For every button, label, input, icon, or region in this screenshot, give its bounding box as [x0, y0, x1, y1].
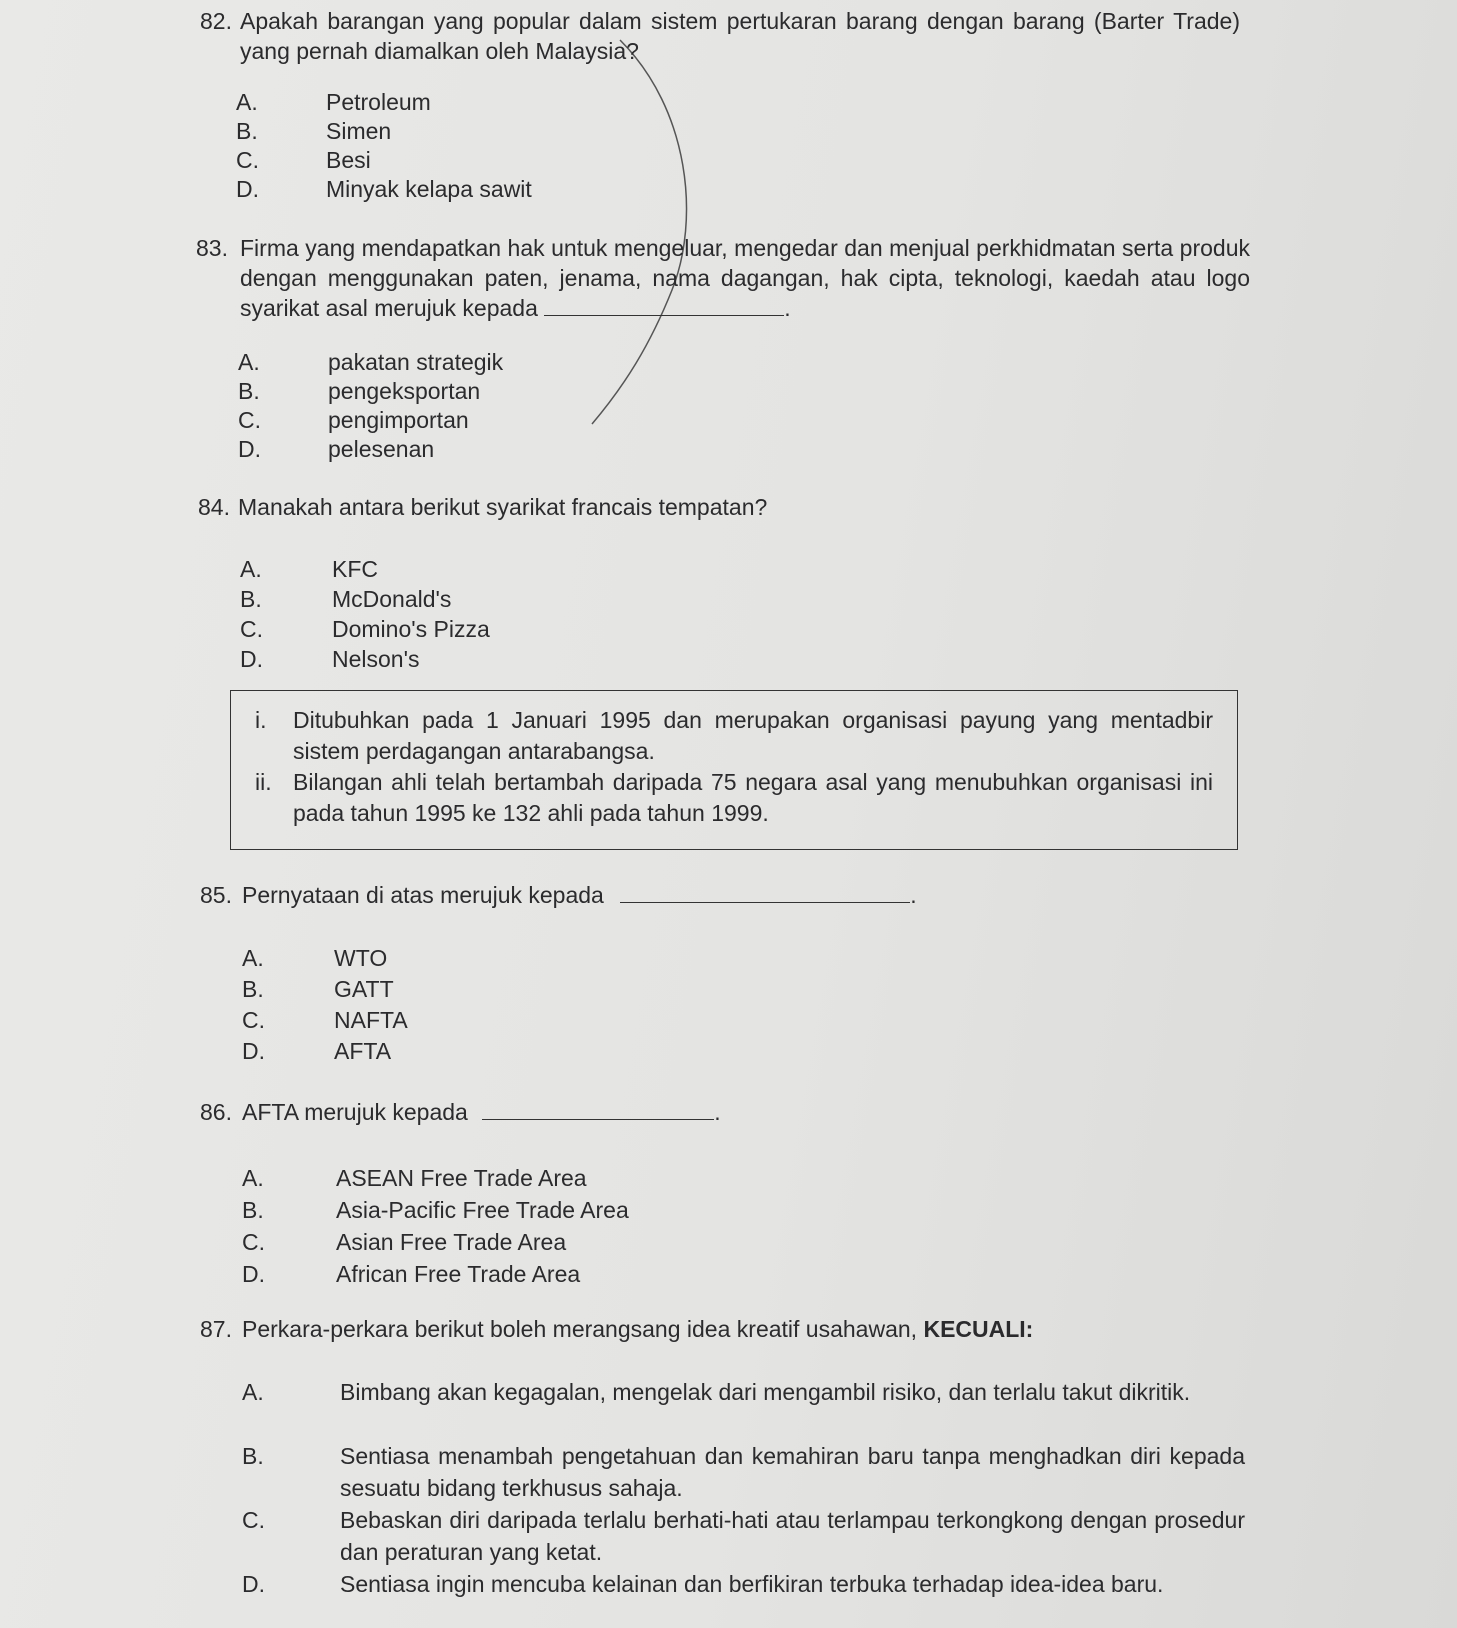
question-number: 85. — [200, 882, 232, 908]
answer-blank — [482, 1119, 714, 1120]
question-text: Apakah barangan yang popular dalam sistem pertukaran barang dengan barang (Barter Trade) yang pernah diamalkan oleh Malaysia? — [240, 8, 1240, 64]
question-text: Manakah antara berikut syarikat francais tempatan? — [238, 494, 768, 520]
question-text: Perkara-perkara berikut boleh merangsang idea kreatif usahawan, KECUALI: — [242, 1316, 1034, 1342]
question-number: 86. — [200, 1099, 232, 1125]
statement-box: i. Ditubuhkan pada 1 Januari 1995 dan merupakan organisasi payung yang mentadbir sistem perdagangan antarabangsa. ii. Bilangan ahli telah bertambah daripada 75 negara asal yang menubuhkan organisasi ini pada tahun 1995 ke 132 ahli pada tahun 1999. — [230, 690, 1238, 850]
question-number: 83. — [196, 235, 228, 261]
question-text: Pernyataan di atas merujuk kepada . — [242, 882, 917, 908]
answer-blank — [544, 315, 784, 316]
question-text: AFTA merujuk kepada . — [242, 1099, 721, 1125]
question-emphasis: KECUALI: — [923, 1316, 1034, 1342]
answer-blank — [620, 902, 910, 903]
question-number: 87. — [200, 1316, 232, 1342]
question-text: Firma yang mendapatkan hak untuk mengeluar, mengedar dan menjual perkhidmatan serta produk dengan menggunakan paten, jenama, nama dagangan, hak cipta, teknologi, kaedah atau logo syarikat asal merujuk kepada . — [240, 235, 1250, 321]
question-number: 84. — [198, 494, 230, 520]
question-number: 82. — [200, 8, 232, 34]
